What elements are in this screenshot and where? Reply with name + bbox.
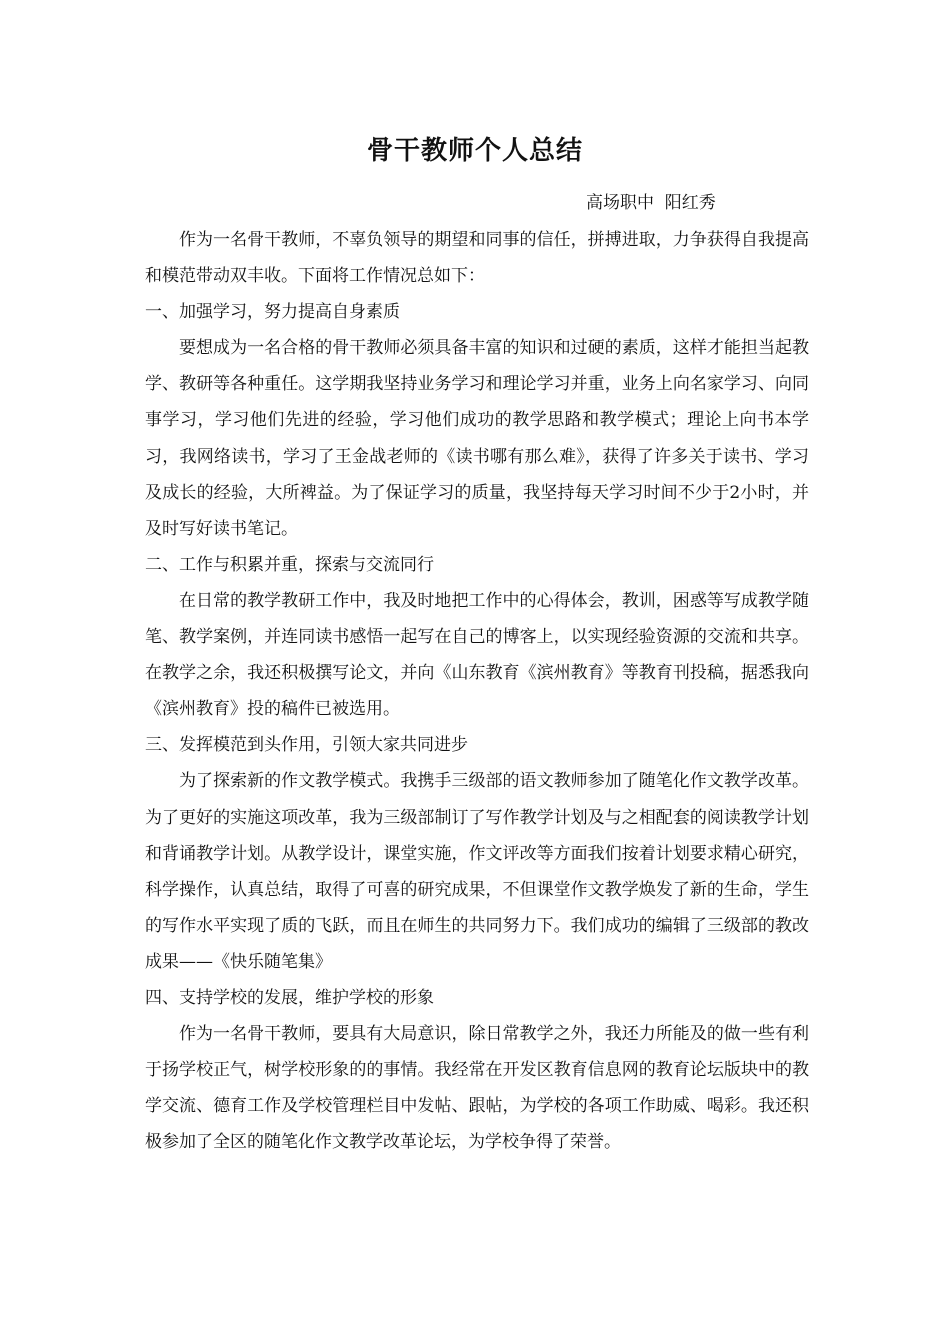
section-body-2: 在日常的教学教研工作中，我及时地把工作中的心得体会，教训，困惑等写成教学随笔、教学案例，并连同读书感悟一起写在自己的博客上，以实现经验资源的交流和共享。在教学之余，我还积极撰写论文，并向《山东教育《滨州教育》等教育刊投稿，据悉我向《滨州教育》投的稿件已被选用。	[145, 590, 809, 720]
section-body-4: 作为一名骨干教师，要具有大局意识，除日常教学之外，我还力所能及的做一些有利于扬学校正气，树学校形象的的事情。我经常在开发区教育信息网的教育论坛版块中的教学交流、德育工作及学校管理栏目中发帖、跟帖，为学校的各项工作助威、喝彩。我还积极参加了全区的随笔化作文教学改革论坛，为学校争得了荣誉。	[145, 1024, 809, 1153]
section-heading-2: 二、工作与积累并重，探索与交流同行	[145, 554, 434, 575]
intro-paragraph: 作为一名骨干教师，不辜负领导的期望和同事的信任，拼搏进取，力争获得自我提高和模范带动双丰收。下面将工作情况总如下：	[145, 230, 809, 287]
document-title: 骨干教师个人总结	[366, 136, 583, 166]
document-body	[145, 222, 809, 1160]
section-heading-3: 三、发挥模范到头作用，引领大家共同进步	[145, 735, 468, 756]
section-heading-1: 一、加强学习，努力提高自身素质	[145, 302, 400, 323]
section-body-3: 为了探索新的作文教学模式。我携手三级部的语文教师参加了随笔化作文教学改革。为了更好的实施这项改革，我为三级部制订了写作教学计划及与之相配套的阅读教学计划和背诵教学计划。从教学设计，课堂实施，作文评改等方面我们按着计划要求精心研究，科学操作，认真总结，取得了可喜的研究成果，不但课堂作文教学焕发了新的生命，学生的写作水平实现了质的飞跃，而且在师生的共同努力下。我们成功的编辑了三级部的教改成果——《快乐随笔集》	[145, 771, 809, 972]
section-heading-4: 四、支持学校的发展，维护学校的形象	[145, 987, 434, 1008]
document-author: 高场职中 阳红秀	[586, 193, 716, 213]
section-body-1: 要想成为一名合格的骨干教师必须具备丰富的知识和过硬的素质，这样才能担当起教学、教研等各种重任。这学期我坚持业务学习和理论学习并重，业务上向名家学习、向同事学习，学习他们先进的经验，学习他们成功的教学思路和教学模式；理论上向书本学习，我网络读书，学习了王金战老师的《读书哪有那么难》，获得了许多关于读书、学习及成长的经验，大所裨益。为了保证学习的质量，我坚持每天学习时间不少于2小时，并及时写好读书笔记。	[145, 338, 809, 539]
